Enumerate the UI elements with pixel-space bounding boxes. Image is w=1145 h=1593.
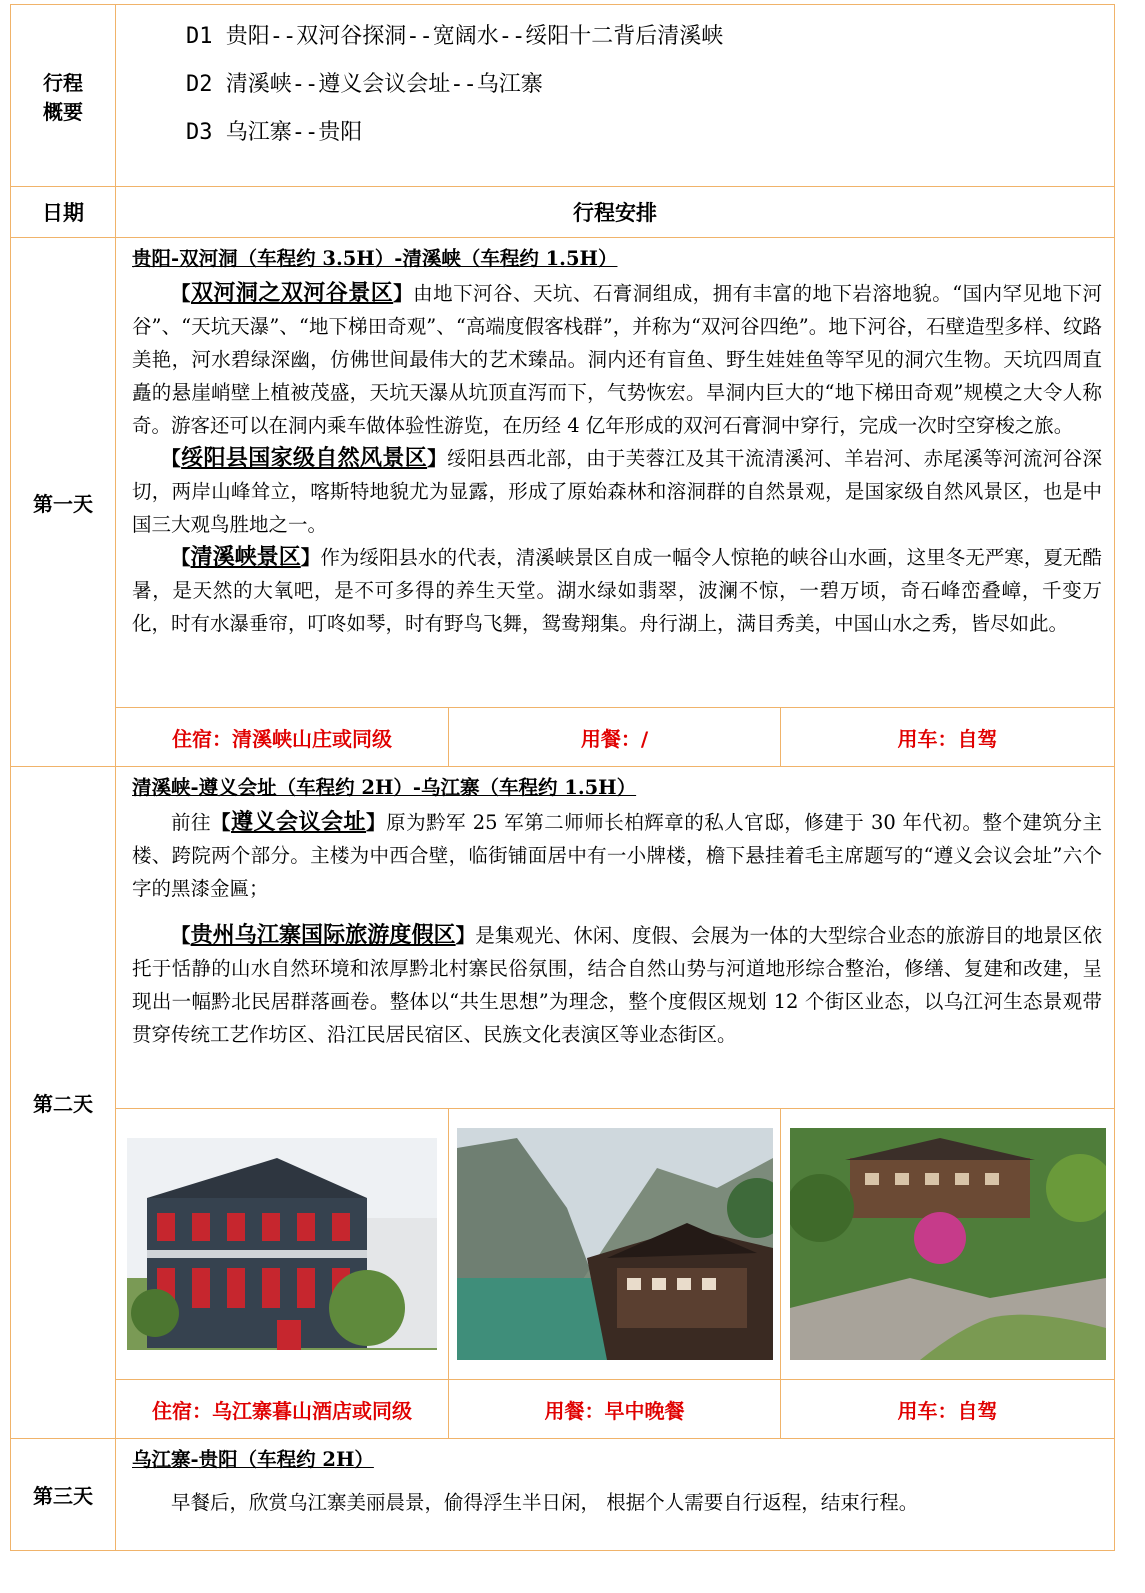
day2-route: 清溪峡-遵义会址（车程约 2H）-乌江寨（车程约 1.5H）: [132, 776, 637, 799]
date-header: 日期: [11, 187, 116, 238]
overview-line-d2: D2 清溪峡--遵义会议会址--乌江寨: [186, 72, 543, 97]
day1-label: 第一天: [11, 238, 116, 767]
overview-line-d3: D3 乌江寨--贵阳: [186, 120, 363, 145]
day1-meals: 用餐：/: [449, 708, 781, 767]
garden-village-photo: [781, 1109, 1115, 1380]
day2-transport: 用车：自驾: [781, 1380, 1115, 1439]
day1-lodging: 住宿：清溪峡山庄或同级: [116, 708, 449, 767]
day3-paragraph: 早餐后，欣赏乌江寨美丽晨景，偷得浮生半日闲， 根据个人需要自行返程，结束行程。: [171, 1491, 919, 1514]
day2-meals: 用餐：早中晚餐: [449, 1380, 781, 1439]
plan-header: 行程安排: [116, 187, 1115, 238]
garden-village-image: [790, 1128, 1106, 1360]
day3-route: 乌江寨-贵阳（车程约 2H）: [132, 1448, 374, 1471]
red-building-image: [127, 1138, 437, 1350]
river-village-image: [457, 1128, 773, 1360]
overview-lines: [116, 5, 1115, 187]
day1-route: 贵阳-双河洞（车程约 3.5H）-清溪峡（车程约 1.5H）: [132, 247, 618, 270]
day2-paragraph-2: 【贵州乌江寨国际旅游度假区】是集观光、休闲、度假、会展为一体的大型综合业态的旅游目的地景区依托于恬静的山水自然环境和浓厚黔北村寨民俗氛围，结合自然山势与河道地形综合整治，修缮、复建和改建，呈现出一幅黔北民居群落画卷。整体以“共生思想”为理念，整个度假区规划 12 个街区业态，以乌江河生态景观带贯穿传统工艺作坊区、沿江民居民宿区、民族文化表演区等业态街区。: [132, 922, 1103, 1046]
overview-line-d1: D1 贵阳--双河谷探洞--宽阔水--绥阳十二背后清溪峡: [186, 24, 724, 49]
day3-content: [116, 1439, 1115, 1551]
day2-paragraph-1: 前往【遵义会议会址】原为黔军 25 军第二师师长柏辉章的私人官邸，修建于 30 年代初。整个建筑分主楼、跨院两个部分。主楼为中西合壁，临街铺面居中有一小牌楼，檐下悬挂着毛主席题写的“遵义会议会址”六个字的黑漆金匾；: [132, 809, 1103, 900]
itinerary-table: [10, 4, 1115, 1551]
day2-lodging: 住宿：乌江寨暮山酒店或同级: [116, 1380, 449, 1439]
day2-label: 第二天: [11, 767, 116, 1439]
spot-name: 双河洞之双河谷景区: [190, 280, 394, 306]
day2-content: [116, 767, 1115, 1109]
day1-paragraph-1: 【双河洞之双河谷景区】由地下河谷、天坑、石膏洞组成，拥有丰富的地下岩溶地貌。“国内罕见地下河谷”、“天坑天瀑”、“地下梯田奇观”、“高端度假客栈群”，并称为“双河谷四绝”。地下河谷，石壁造型多样、纹路美艳，河水碧绿深幽，仿佛世间最伟大的艺术臻品。洞内还有盲鱼、野生娃娃鱼等罕见的洞穴生物。天坑四周直矗的悬崖峭壁上植被茂盛，天坑天瀑从坑顶直泻而下，气势恢宏。旱洞内巨大的“地下梯田奇观”规模之大令人称奇。游客还可以在洞内乘车做体验性游览，在历经 4 亿年形成的双河石膏洞中穿行，完成一次时空穿梭之旅。: [132, 280, 1103, 437]
day1-paragraph-2: 【绥阳县国家级自然风景区】绥阳县西北部，由于芙蓉江及其干流清溪河、羊岩河、赤尾溪等河流河谷深切，两岸山峰耸立，喀斯特地貌尤为显露，形成了原始森林和溶洞群的自然景观，是国家级自然风景区，也是中国三大观鸟胜地之一。: [132, 445, 1103, 536]
day1-paragraph-3: 【清溪峡景区】作为绥阳县水的代表，清溪峡景区自成一幅令人惊艳的峡谷山水画，这里冬无严寒，夏无酷暑，是天然的大氧吧，是不可多得的养生天堂。湖水绿如翡翠，波澜不惊，一碧万顷，奇石峰峦叠嶂，千变万化，时有水瀑垂帘，叮咚如琴，时有野鸟飞舞，鸳鸯翔集。舟行湖上，满目秀美，中国山水之秀，皆尽如此。: [132, 544, 1103, 635]
overview-label: [11, 5, 116, 187]
day3-label: 第三天: [11, 1439, 116, 1551]
day1-content: [116, 238, 1115, 708]
spot-name: 遵义会议会址: [231, 809, 367, 835]
day1-transport: 用车：自驾: [781, 708, 1115, 767]
overview-label-line2: 概要: [43, 99, 83, 124]
overview-label-line1: 行程: [43, 70, 83, 95]
red-building-photo: [116, 1109, 449, 1380]
spot-name: 清溪峡景区: [190, 544, 301, 570]
spot-name: 绥阳县国家级自然风景区: [181, 445, 428, 471]
river-village-photo: [449, 1109, 781, 1380]
spot-name: 贵州乌江寨国际旅游度假区: [190, 922, 456, 948]
